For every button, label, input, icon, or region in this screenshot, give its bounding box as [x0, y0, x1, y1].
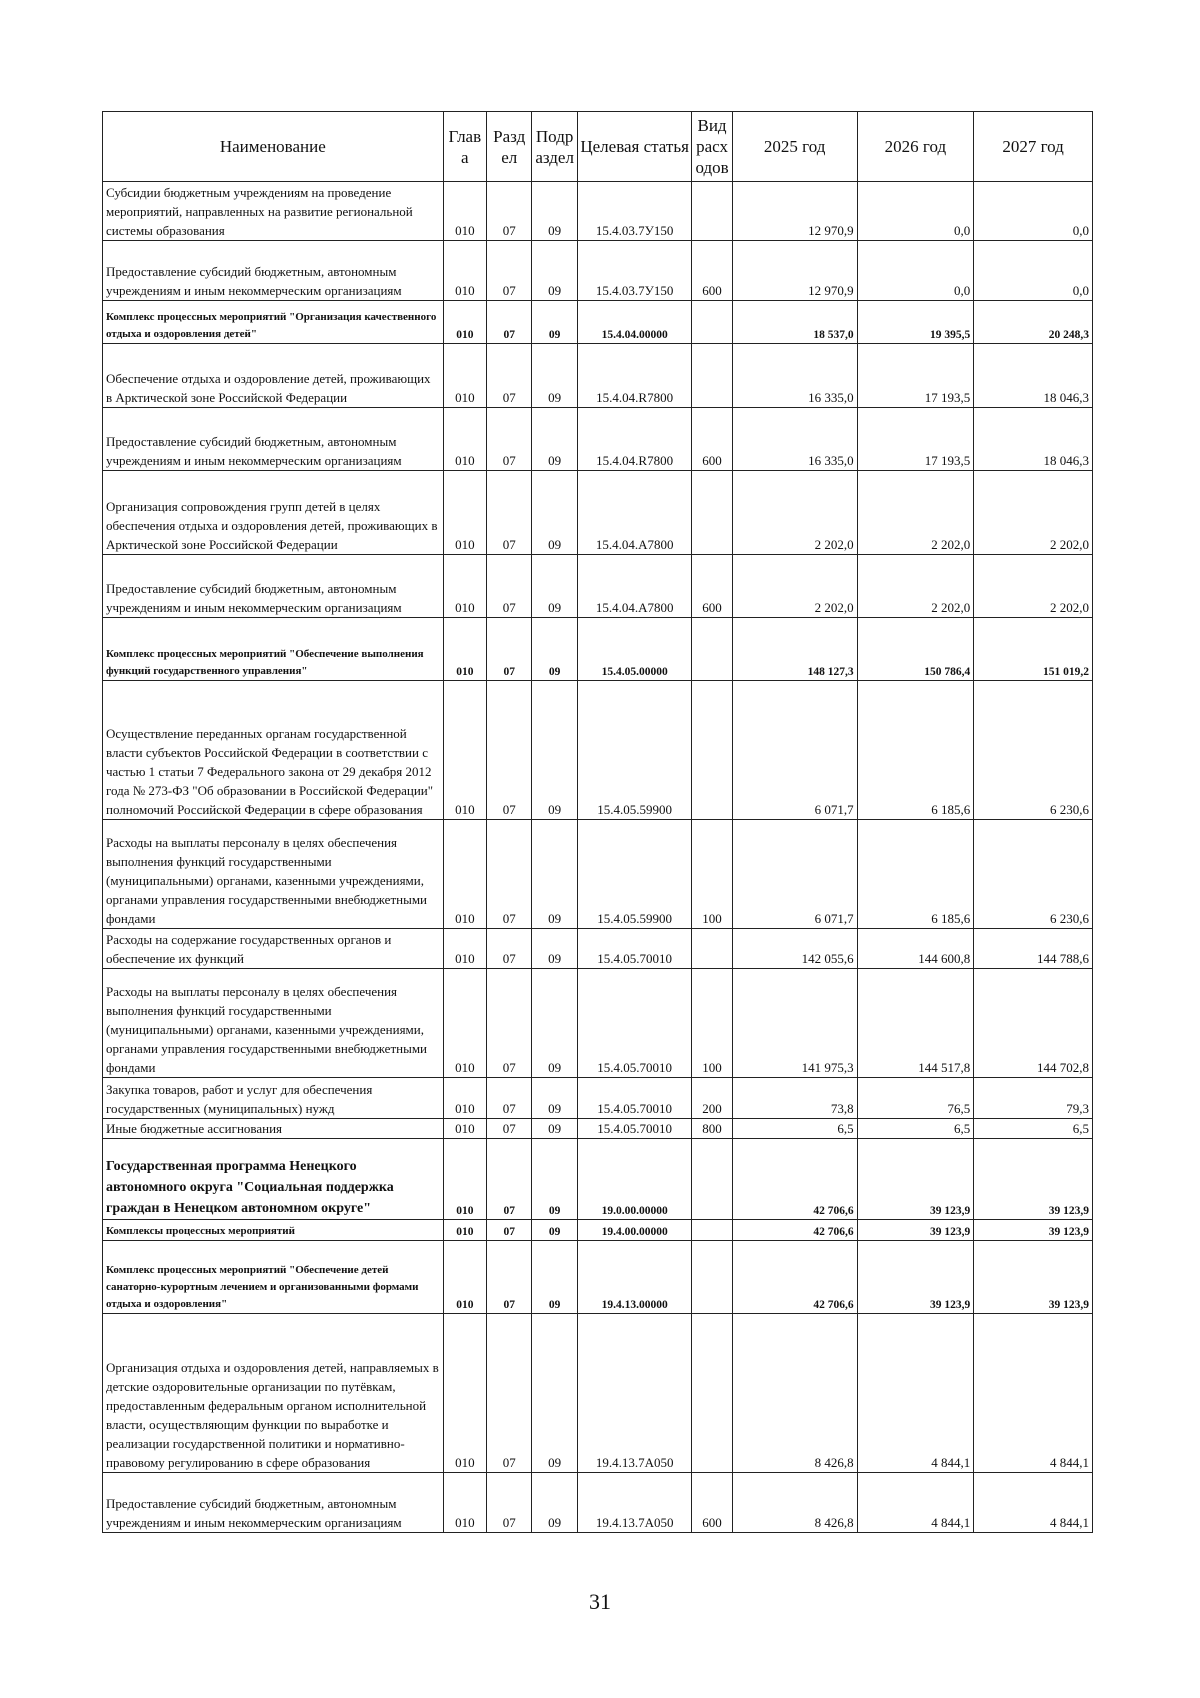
table-row — [103, 408, 1093, 471]
row-2026: 4 844,1 — [857, 1314, 974, 1473]
row-razdel: 07 — [487, 241, 532, 301]
row-target: 15.4.04.R7800 — [577, 344, 692, 408]
row-name: Закупка товаров, работ и услуг для обеспечения государственных (муниципальных) нужд — [103, 1078, 444, 1119]
header-target: Целевая статья — [577, 112, 692, 182]
table-row — [103, 618, 1093, 681]
row-razdel: 07 — [487, 618, 532, 681]
header-podrazdel: Подр аздел — [532, 112, 577, 182]
row-2025: 6 071,7 — [732, 820, 857, 929]
row-target: 15.4.04.R7800 — [577, 408, 692, 471]
row-glava: 010 — [443, 929, 486, 969]
row-2026: 144 517,8 — [857, 969, 974, 1078]
row-glava: 010 — [443, 618, 486, 681]
row-2027: 39 123,9 — [974, 1139, 1093, 1220]
row-razdel: 07 — [487, 1119, 532, 1139]
row-2026: 17 193,5 — [857, 408, 974, 471]
row-razdel: 07 — [487, 929, 532, 969]
row-2027: 144 788,6 — [974, 929, 1093, 969]
header-vid: Вид расх одов — [692, 112, 732, 182]
row-2027: 2 202,0 — [974, 555, 1093, 618]
row-2026: 76,5 — [857, 1078, 974, 1119]
row-vid — [692, 1139, 732, 1220]
row-name: Комплексы процессных мероприятий — [103, 1220, 444, 1241]
row-podrazdel: 09 — [532, 241, 577, 301]
row-target: 15.4.04.А7800 — [577, 471, 692, 555]
row-razdel: 07 — [487, 1078, 532, 1119]
row-2027: 4 844,1 — [974, 1314, 1093, 1473]
header-razdel: Разд ел — [487, 112, 532, 182]
row-2026: 39 123,9 — [857, 1220, 974, 1241]
row-target: 15.4.04.А7800 — [577, 555, 692, 618]
row-podrazdel: 09 — [532, 969, 577, 1078]
row-target: 15.4.05.59900 — [577, 820, 692, 929]
row-podrazdel: 09 — [532, 618, 577, 681]
row-podrazdel: 09 — [532, 820, 577, 929]
row-target: 15.4.05.70010 — [577, 1119, 692, 1139]
row-vid: 600 — [692, 241, 732, 301]
row-2027: 39 123,9 — [974, 1220, 1093, 1241]
row-podrazdel: 09 — [532, 301, 577, 344]
row-target: 15.4.05.70010 — [577, 969, 692, 1078]
row-2027: 79,3 — [974, 1078, 1093, 1119]
row-2026: 4 844,1 — [857, 1473, 974, 1533]
row-2027: 6 230,6 — [974, 681, 1093, 820]
row-2027: 18 046,3 — [974, 408, 1093, 471]
row-vid — [692, 301, 732, 344]
row-2026: 6 185,6 — [857, 681, 974, 820]
row-2025: 2 202,0 — [732, 555, 857, 618]
row-name: Комплекс процессных мероприятий "Обеспечение детей санаторно-курортным лечением и организованными формами отдыха и оздоровления" — [103, 1241, 444, 1314]
table-row — [103, 1473, 1093, 1533]
table-row — [103, 929, 1093, 969]
row-razdel: 07 — [487, 681, 532, 820]
row-target: 19.4.13.7А050 — [577, 1473, 692, 1533]
row-glava: 010 — [443, 969, 486, 1078]
row-2026: 6 185,6 — [857, 820, 974, 929]
row-2026: 19 395,5 — [857, 301, 974, 344]
row-razdel: 07 — [487, 471, 532, 555]
row-vid: 100 — [692, 969, 732, 1078]
row-2026: 0,0 — [857, 182, 974, 241]
row-glava: 010 — [443, 1314, 486, 1473]
row-2025: 6 071,7 — [732, 681, 857, 820]
row-glava: 010 — [443, 1241, 486, 1314]
row-2025: 73,8 — [732, 1078, 857, 1119]
header-2027: 2027 год — [974, 112, 1093, 182]
row-target: 15.4.04.00000 — [577, 301, 692, 344]
row-razdel: 07 — [487, 1220, 532, 1241]
row-podrazdel: 09 — [532, 1314, 577, 1473]
row-2025: 16 335,0 — [732, 344, 857, 408]
row-name: Расходы на содержание государственных органов и обеспечение их функций — [103, 929, 444, 969]
row-2026: 0,0 — [857, 241, 974, 301]
table-row — [103, 820, 1093, 929]
row-name: Организация отдыха и оздоровления детей, направляемых в детские оздоровительные организации по путёвкам, предоставленным федеральным органом исполнительной власти, осуществляющим функции по выработке и реализации государственной политики и нормативно-правовому регулированию в сфере образования — [103, 1314, 444, 1473]
row-2027: 0,0 — [974, 241, 1093, 301]
row-target: 15.4.03.7У150 — [577, 182, 692, 241]
row-name: Комплекс процессных мероприятий "Организация качественного отдыха и оздоровления детей" — [103, 301, 444, 344]
row-2027: 6 230,6 — [974, 820, 1093, 929]
row-2025: 8 426,8 — [732, 1473, 857, 1533]
row-podrazdel: 09 — [532, 555, 577, 618]
row-2025: 148 127,3 — [732, 618, 857, 681]
row-glava: 010 — [443, 1139, 486, 1220]
row-glava: 010 — [443, 681, 486, 820]
row-2025: 16 335,0 — [732, 408, 857, 471]
row-podrazdel: 09 — [532, 1220, 577, 1241]
table-row — [103, 555, 1093, 618]
row-podrazdel: 09 — [532, 1473, 577, 1533]
row-podrazdel: 09 — [532, 681, 577, 820]
row-glava: 010 — [443, 241, 486, 301]
row-vid: 200 — [692, 1078, 732, 1119]
row-2025: 42 706,6 — [732, 1241, 857, 1314]
row-podrazdel: 09 — [532, 929, 577, 969]
row-target: 15.4.03.7У150 — [577, 241, 692, 301]
row-vid — [692, 471, 732, 555]
header-2026: 2026 год — [857, 112, 974, 182]
row-glava: 010 — [443, 182, 486, 241]
table-header-row — [103, 112, 1093, 182]
row-name: Предоставление субсидий бюджетным, автономным учреждениям и иным некоммерческим организациям — [103, 1473, 444, 1533]
table-row — [103, 969, 1093, 1078]
row-name: Субсидии бюджетным учреждениям на проведение мероприятий, направленных на развитие региональной системы образования — [103, 182, 444, 241]
row-vid — [692, 1314, 732, 1473]
row-2025: 18 537,0 — [732, 301, 857, 344]
row-vid — [692, 344, 732, 408]
row-razdel: 07 — [487, 969, 532, 1078]
header-2025: 2025 год — [732, 112, 857, 182]
row-target: 15.4.05.00000 — [577, 618, 692, 681]
row-glava: 010 — [443, 471, 486, 555]
row-podrazdel: 09 — [532, 344, 577, 408]
row-glava: 010 — [443, 344, 486, 408]
row-name: Обеспечение отдыха и оздоровление детей, проживающих в Арктической зоне Российской Федерации — [103, 344, 444, 408]
row-podrazdel: 09 — [532, 1241, 577, 1314]
row-podrazdel: 09 — [532, 182, 577, 241]
row-target: 15.4.05.70010 — [577, 1078, 692, 1119]
row-glava: 010 — [443, 1220, 486, 1241]
page-number: 31 — [589, 1589, 611, 1614]
table-row — [103, 182, 1093, 241]
row-2026: 2 202,0 — [857, 555, 974, 618]
row-vid: 600 — [692, 555, 732, 618]
row-razdel: 07 — [487, 182, 532, 241]
row-name: Иные бюджетные ассигнования — [103, 1119, 444, 1139]
row-2027: 151 019,2 — [974, 618, 1093, 681]
row-name: Предоставление субсидий бюджетным, автономным учреждениям и иным некоммерческим организациям — [103, 241, 444, 301]
row-2025: 142 055,6 — [732, 929, 857, 969]
row-2025: 2 202,0 — [732, 471, 857, 555]
row-2026: 2 202,0 — [857, 471, 974, 555]
table-row — [103, 1139, 1093, 1220]
budget-table — [102, 111, 1093, 1533]
row-vid — [692, 1241, 732, 1314]
row-vid — [692, 618, 732, 681]
row-razdel: 07 — [487, 1139, 532, 1220]
row-glava: 010 — [443, 1473, 486, 1533]
row-target: 19.4.13.7А050 — [577, 1314, 692, 1473]
row-2025: 141 975,3 — [732, 969, 857, 1078]
row-target: 15.4.05.70010 — [577, 929, 692, 969]
row-2025: 12 970,9 — [732, 241, 857, 301]
row-2027: 18 046,3 — [974, 344, 1093, 408]
row-target: 19.0.00.00000 — [577, 1139, 692, 1220]
row-2027: 6,5 — [974, 1119, 1093, 1139]
row-name: Расходы на выплаты персоналу в целях обеспечения выполнения функций государственными (муниципальными) органами, казенными учреждениями, органами управления государственными внебюджетными фондами — [103, 820, 444, 929]
row-glava: 010 — [443, 1078, 486, 1119]
row-2025: 12 970,9 — [732, 182, 857, 241]
table-row — [103, 241, 1093, 301]
row-2025: 42 706,6 — [732, 1139, 857, 1220]
row-razdel: 07 — [487, 820, 532, 929]
row-2026: 150 786,4 — [857, 618, 974, 681]
row-name: Предоставление субсидий бюджетным, автономным учреждениям и иным некоммерческим организациям — [103, 555, 444, 618]
header-glava: Глав а — [443, 112, 486, 182]
table-row — [103, 1078, 1093, 1119]
row-glava: 010 — [443, 301, 486, 344]
row-name: Комплекс процессных мероприятий "Обеспечение выполнения функций государственного управления" — [103, 618, 444, 681]
row-2027: 2 202,0 — [974, 471, 1093, 555]
row-2026: 39 123,9 — [857, 1241, 974, 1314]
table-row — [103, 301, 1093, 344]
row-glava: 010 — [443, 1119, 486, 1139]
row-target: 15.4.05.59900 — [577, 681, 692, 820]
row-podrazdel: 09 — [532, 1139, 577, 1220]
row-2026: 17 193,5 — [857, 344, 974, 408]
table-row — [103, 1119, 1093, 1139]
row-name: Осуществление переданных органам государственной власти субъектов Российской Федерации в соответствии с частью 1 статьи 7 Федерального закона от 29 декабря 2012 года № 273-ФЗ "Об образовании в Российской Федерации" полномочий Российской Федерации в сфере образования — [103, 681, 444, 820]
header-name: Наименование — [103, 112, 444, 182]
table-row — [103, 1314, 1093, 1473]
row-razdel: 07 — [487, 344, 532, 408]
table-row — [103, 344, 1093, 408]
row-podrazdel: 09 — [532, 471, 577, 555]
table-row — [103, 681, 1093, 820]
row-2025: 42 706,6 — [732, 1220, 857, 1241]
table-row — [103, 1220, 1093, 1241]
row-2027: 20 248,3 — [974, 301, 1093, 344]
row-podrazdel: 09 — [532, 408, 577, 471]
row-name: Расходы на выплаты персоналу в целях обеспечения выполнения функций государственными (муниципальными) органами, казенными учреждениями, органами управления государственными внебюджетными фондами — [103, 969, 444, 1078]
row-2026: 39 123,9 — [857, 1139, 974, 1220]
row-glava: 010 — [443, 820, 486, 929]
row-2027: 0,0 — [974, 182, 1093, 241]
row-2026: 144 600,8 — [857, 929, 974, 969]
row-vid: 800 — [692, 1119, 732, 1139]
row-2027: 39 123,9 — [974, 1241, 1093, 1314]
row-vid — [692, 182, 732, 241]
row-vid: 600 — [692, 1473, 732, 1533]
row-vid — [692, 681, 732, 820]
row-name: Государственная программа Ненецкого автономного округа "Социальная поддержка граждан в Ненецком автономном округе" — [103, 1139, 444, 1220]
row-target: 19.4.13.00000 — [577, 1241, 692, 1314]
row-podrazdel: 09 — [532, 1078, 577, 1119]
row-2027: 4 844,1 — [974, 1473, 1093, 1533]
row-vid: 100 — [692, 820, 732, 929]
row-name: Предоставление субсидий бюджетным, автономным учреждениям и иным некоммерческим организациям — [103, 408, 444, 471]
table-row — [103, 1241, 1093, 1314]
row-glava: 010 — [443, 408, 486, 471]
row-name: Организация сопровождения групп детей в целях обеспечения отдыха и оздоровления детей, проживающих в Арктической зоне Российской Федерации — [103, 471, 444, 555]
row-razdel: 07 — [487, 555, 532, 618]
row-2027: 144 702,8 — [974, 969, 1093, 1078]
row-2025: 6,5 — [732, 1119, 857, 1139]
row-razdel: 07 — [487, 1241, 532, 1314]
row-razdel: 07 — [487, 1314, 532, 1473]
row-vid — [692, 1220, 732, 1241]
table-row — [103, 471, 1093, 555]
row-vid: 600 — [692, 408, 732, 471]
row-podrazdel: 09 — [532, 1119, 577, 1139]
row-2025: 8 426,8 — [732, 1314, 857, 1473]
row-razdel: 07 — [487, 1473, 532, 1533]
row-glava: 010 — [443, 555, 486, 618]
row-2026: 6,5 — [857, 1119, 974, 1139]
row-razdel: 07 — [487, 301, 532, 344]
row-target: 19.4.00.00000 — [577, 1220, 692, 1241]
row-vid — [692, 929, 732, 969]
row-razdel: 07 — [487, 408, 532, 471]
